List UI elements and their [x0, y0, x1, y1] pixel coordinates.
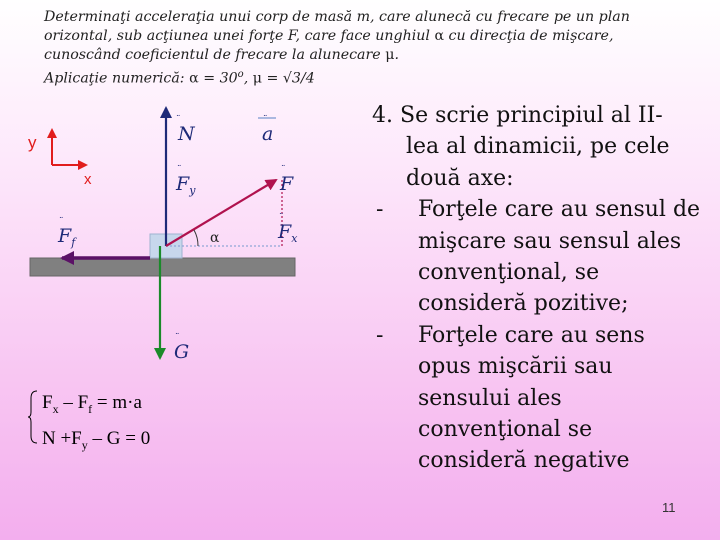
page-number: 11: [662, 500, 676, 515]
problem-line-2: orizontal, sub acţiunea unei forţe F, care face unghiul α cu direcţia de mişcare,: [44, 28, 614, 44]
vector-bar-a: ¨: [263, 115, 268, 125]
angle-arc: [194, 230, 198, 246]
label-Ff: $F_f$: [58, 225, 76, 249]
horizontal-plane: [30, 258, 295, 276]
label-G: G: [174, 341, 190, 363]
label-F: F: [280, 173, 294, 195]
vector-bar-N: ¨: [176, 115, 181, 125]
problem-line-3: cunoscând coeficientul de frecare la alunecare μ.: [44, 47, 399, 63]
problem-numeric-application: Aplicaţie numerică: $\alpha = 30^o$, μ = √3/4: [44, 69, 315, 87]
label-a: a: [262, 123, 274, 145]
explanation-item-3: - Forţele care au sens opus mişcării sau sensului ales convenţional se consideră negative: [376, 322, 645, 474]
x-axis-label: x: [84, 171, 92, 188]
y-axis-label: y: [28, 133, 37, 152]
explanation-item-2: - Forţele care au sensul de mişcare sau sensul ales convenţional, se consideră pozitive;: [376, 197, 701, 317]
vector-bar-G: ¨: [175, 333, 180, 343]
equation-system: [28, 388, 150, 460]
equation-x-axis: $F_x - F_f = m\cdot a$: [42, 392, 142, 416]
equation-y-axis: $N +F_y - G = 0$: [42, 427, 151, 452]
vector-bar-Ff: ¨: [59, 217, 64, 227]
problem-line-1: Determinaţi acceleraţia unui corp de masă m, care alunecă cu frecare pe un plan: [44, 9, 630, 25]
label-Fy: $F_y$: [176, 173, 196, 197]
angle-label-alpha: α: [210, 230, 220, 246]
label-N: N: [178, 123, 195, 145]
vector-bar-F: ¨: [281, 165, 286, 175]
explanation-item-1: 4. Se scrie principiul al II- lea al dinamicii, pe cele două axe:: [372, 103, 670, 191]
explanation-text: [372, 100, 702, 477]
system-brace: [28, 390, 38, 444]
vector-bar-Fy: ¨: [177, 165, 182, 175]
label-Fx: $F_x$: [278, 221, 298, 245]
vector-bar-Fx: ¨: [279, 213, 284, 223]
axes-indicator: [28, 130, 92, 188]
